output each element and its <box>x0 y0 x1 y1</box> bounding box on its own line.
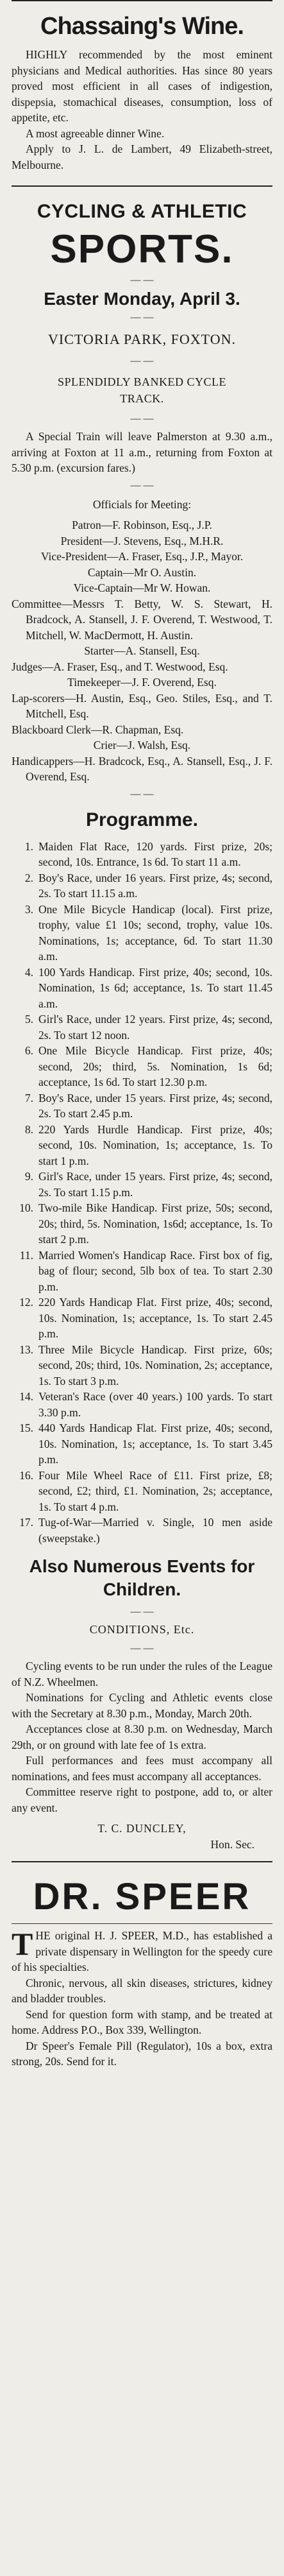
official-entry: Judges—A. Fraser, Esq., and T. Westwood, Esq. <box>12 660 228 673</box>
programme-event <box>12 965 272 1012</box>
speer-para-4: Dr Speer's Female Pill (Regulator), 10s a box, extra strong, 20s. Send for it. <box>12 2039 272 2068</box>
event-description: 440 Yards Handicap Flat. First prize, 40s; second, 10s. Nomination, 1s; acceptance, 1s. To start 3.45 p.m. <box>38 1421 272 1466</box>
event-number: 6. <box>24 1044 33 1057</box>
event-description: Boy's Race, under 16 years. First prize, 4s; second, 2s. To start 11.15 a.m. <box>38 871 272 900</box>
official-entry: Handicappers—H. Bradcock, Esq., A. Stansell, Esq., J. F. Overend, Esq. <box>12 754 272 783</box>
programme-event <box>12 1248 272 1295</box>
conditions-title: CONDITIONS, Etc. <box>89 1623 195 1636</box>
official-entry: Blackboard Clerk—R. Chapman, Esq. <box>12 723 184 736</box>
condition-paragraph: Acceptances close at 8.30 p.m. on Wednesday, March 29th, or on ground with late fee of 1s extra. <box>12 1722 272 1751</box>
conditions-list <box>12 1658 272 1816</box>
programme-event <box>12 1389 272 1420</box>
programme-event <box>12 1011 272 1043</box>
official-entry: President—J. Stevens, Esq., M.H.R. <box>60 534 224 547</box>
programme-event <box>12 870 272 902</box>
condition-paragraph: Cycling events to be run under the rules of the League of N.Z. Wheelmen. <box>12 1660 272 1688</box>
programme-event <box>12 1342 272 1389</box>
event-description: 220 Yards Hurdle Handicap. First prize, 40s; second, 10s. Nomination, 1s; acceptance, 1s. To start 1 p.m. <box>38 1122 272 1167</box>
chassaing-para-2: A most agreeable dinner Wine. <box>26 126 165 140</box>
event-number: 15. <box>19 1421 33 1434</box>
section-rule-2 <box>12 1861 272 1862</box>
event-description: Girl's Race, under 12 years. First prize, 4s; second, 2s. To start 12 noon. <box>38 1013 272 1042</box>
event-description: Married Women's Handicap Race. First box of fig, bag of flour; second, 5lb box of tea. To start 2.30 p.m. <box>38 1248 272 1293</box>
track-line-2: TRACK. <box>120 392 164 405</box>
condition-paragraph: Full performances and fees must accompany all nominations, and fees must accompany all acceptances. <box>12 1754 272 1783</box>
official-entry: Timekeeper—J. F. Overend, Esq. <box>67 676 217 689</box>
train-notice: A Special Train will leave Palmerston at 9.30 a.m., arriving at Foxton at 11 a.m., returning from Foxton at 5.30 p.m. (excursion fares.) <box>12 430 272 474</box>
official-entry: Committee—Messrs T. Betty, W. S. Stewart, H. Bradcock, A. Stansell, J. F. Overend, T. Westwood, T. Mitchell, W. MacDermott, H. Austin. <box>12 597 272 642</box>
event-description: Veteran's Race (over 40 years.) 100 yards. To start 3.30 p.m. <box>38 1390 272 1419</box>
speer-title: DR. SPEER <box>33 1876 251 1918</box>
event-description: Three Mile Bicycle Handicap. First prize, 60s; second, 20s; third, 10s. Nomination, 2s; acceptance, 1s. To start 3 p.m. <box>38 1343 272 1387</box>
event-number: 5. <box>24 1013 33 1026</box>
event-number: 14. <box>19 1390 33 1403</box>
speer-para-1 <box>12 1928 272 1975</box>
event-number: 12. <box>19 1296 33 1309</box>
event-description: Girl's Race, under 15 years. First prize, 4s; second, 2s. To start 1.15 p.m. <box>38 1170 272 1199</box>
condition-paragraph: Nominations for Cycling and Athletic events close with the Secretary at 8.30 p.m., Monday, March 20th. <box>12 1691 272 1720</box>
chassaing-title: Chassaing's Wine. <box>40 13 244 40</box>
event-description: 100 Yards Handicap. First prize, 40s; second, 10s. Nomination, 1s 6d; acceptance, 1s. To start 11.45 a.m. <box>38 965 272 1010</box>
programme-event <box>12 1420 272 1468</box>
chassaing-para-1: HIGHLY recommended by the most eminent physicians and Medical authorities. Has since 80 years proved most efficient in all cases of indigestion, dispepsia, stomachical diseases, consumption, loss of appetite, etc. <box>12 48 272 124</box>
section-rule-1 <box>12 185 272 187</box>
sports-title-line-1: CYCLING & ATHLETIC <box>37 201 247 222</box>
divider-dash: — — <box>130 413 154 424</box>
divider-dash: — — <box>130 275 154 286</box>
speer-para-3: Send for question form with stamp, and be treated at home. Address P.O., Box 339, Wellington. <box>12 2007 272 2036</box>
official-entry: Lap-scorers—H. Austin, Esq., Geo. Stiles, Esq., and T. Mitchell, Esq. <box>12 691 272 720</box>
programme-event <box>12 1043 272 1090</box>
programme-event <box>12 902 272 965</box>
sports-title-line-2: SPORTS. <box>50 227 234 271</box>
programme-event <box>12 1468 272 1515</box>
event-date: Easter Monday, April 3. <box>44 289 240 309</box>
programme-title: Programme. <box>85 809 199 830</box>
event-number: 4. <box>24 965 33 979</box>
speer-title-rule <box>12 1923 272 1924</box>
secretary-role: Hon. Sec. <box>210 1837 255 1851</box>
official-entry: Patron—F. Robinson, Esq., J.P. <box>72 519 212 531</box>
speer-para-2: Chronic, nervous, all skin diseases, strictures, kidney and bladder troubles. <box>12 1976 272 2005</box>
divider-dash: — — <box>130 1643 154 1654</box>
programme-event <box>12 1294 272 1342</box>
chassaing-para-3: Apply to J. L. de Lambert, 49 Elizabeth-street, Melbourne. <box>12 142 272 171</box>
official-entry: Vice-Captain—Mr W. Howan. <box>73 581 211 594</box>
track-line-1: SPLENDIDLY BANKED CYCLE <box>57 375 227 388</box>
programme-event <box>12 1515 272 1546</box>
divider-dash: — — <box>130 1606 154 1617</box>
event-description: One Mile Bicycle Handicap. First prize, 40s; second, 20s; third, 5s. Nomination, 1s 6d; acceptance, 1s 6d. To start 12.30 p.m. <box>38 1044 272 1088</box>
top-rule <box>12 0 272 1</box>
signature-block <box>12 1821 272 1852</box>
event-description: Two-mile Bike Handicap. First prize, 50s; second, 20s; third, 5s. Nomination, 1s6d; acceptance, 1s. To start 2 p.m. <box>38 1201 272 1246</box>
secretary-name: T. C. DUNCLEY, <box>97 1822 187 1835</box>
event-description: 220 Yards Handicap Flat. First prize, 40s; second, 10s. Nomination, 1s; acceptance, 1s. To start 2.45 p.m. <box>38 1296 272 1340</box>
event-number: 17. <box>19 1516 33 1529</box>
official-entry: Crier—J. Walsh, Esq. <box>93 739 191 751</box>
programme-event <box>12 1090 272 1122</box>
event-description: Boy's Race, under 15 years. First prize, 4s; second, 2s. To start 2.45 p.m. <box>38 1091 272 1120</box>
programme-event <box>12 1200 272 1248</box>
drop-cap: T <box>12 1926 33 1962</box>
event-number: 13. <box>19 1343 33 1356</box>
event-number: 11. <box>19 1248 33 1262</box>
divider-dash: — — <box>130 312 154 323</box>
condition-paragraph: Committee reserve right to postpone, add to, or alter any event. <box>12 1785 272 1814</box>
event-number: 10. <box>19 1201 33 1214</box>
sports-advert <box>12 201 272 1852</box>
event-number: 3. <box>24 902 33 916</box>
event-number: 2. <box>24 871 33 884</box>
event-description: Maiden Flat Race, 120 yards. First prize, 20s; second, 10s. Entrance, 1s 6d. To start 11 a.m. <box>38 839 272 868</box>
speer-advert <box>12 1875 272 2070</box>
divider-dash: — — <box>130 788 154 800</box>
track-notice <box>12 374 272 407</box>
event-number: 1. <box>24 839 33 853</box>
official-entry: Starter—A. Stansell, Esq. <box>84 644 200 657</box>
speer-para-1-text: HE original H. J. SPEER, M.D., has established a private dispensary in Wellington for the speedy cure of his specialties. <box>12 1929 272 1973</box>
programme-event <box>12 1169 272 1200</box>
programme-event <box>12 839 272 870</box>
event-number: 9. <box>24 1170 33 1183</box>
chassaing-advert <box>12 0 272 173</box>
event-number: 7. <box>24 1091 33 1104</box>
children-events-title: Also Numerous Events for Children. <box>29 1556 255 1599</box>
event-venue: VICTORIA PARK, FOXTON. <box>48 331 236 347</box>
event-number: 8. <box>24 1122 33 1136</box>
official-entry: Captain—Mr O. Austin. <box>87 565 197 579</box>
programme-event <box>12 1122 272 1169</box>
divider-dash: — — <box>130 356 154 366</box>
event-description: One Mile Bicycle Handicap (local). First prize, trophy, value £1 10s; second, trophy, value 10s. Nominations, 1s; acceptance, 6d. To start 11.30 a.m. <box>38 902 272 963</box>
event-description: Tug-of-War—Married v. Single, 10 men aside (sweepstake.) <box>38 1516 272 1545</box>
officials-list <box>12 517 272 785</box>
event-number: 16. <box>19 1468 33 1482</box>
officials-heading: Officials for Meeting: <box>92 497 192 511</box>
programme-list <box>12 839 272 1547</box>
official-entry: Vice-President—A. Fraser, Esq., J.P., Mayor. <box>40 550 244 563</box>
event-description: Four Mile Wheel Race of £11. First prize, £8; second, £2; third, £1. Nomination, 2s; acceptance, 1s. To start 4 p.m. <box>38 1468 272 1513</box>
divider-dash: — — <box>130 479 154 491</box>
